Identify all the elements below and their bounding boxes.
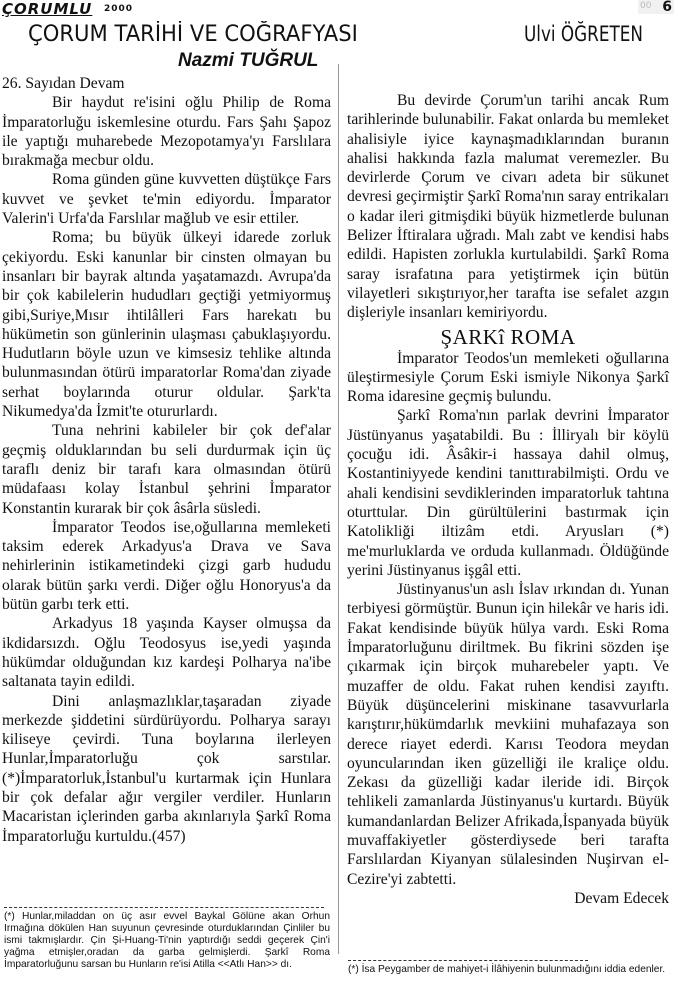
author-byline-right: Ulvi ÖĞRETEN: [524, 22, 643, 46]
paragraph: Tuna nehrini kabileler bir çok def'alar geçmiş olduklarından bu seli durdurmak için üç taraflı deniz bir tarafı kara olmasından ötürü müdafaası kolay İstanbul şehrini İmparator Konstantin kurarak bir çok âsârla süsledi.: [2, 422, 331, 517]
page-number: 6: [662, 0, 672, 15]
paragraph: İmparator Teodos'un memleketi oğullarına üleştirmesiyle Çorum Eski ismiyle Nikonya Şarkî Roma idaresine geçmiş bulundu.: [347, 349, 669, 406]
paragraph: Şarkî Roma'nın parlak devrini İmparator Jüstünyanus yaşatabildi. Bu : İlliryalı bir köylü çocuğu idi. Âsâkir-i hassaya dahil olmuş, Kostantiniyyede kendini tanıttırabilmişti. Ordu ve ahali kendisini sevdiklerinden imparatorluk tahtına oturttular. Din gürültülerini bastırmak için Katolikliği iltizâm etdi. Aryusları (*) me'murluklarda ve orduda kullanmadı. Öldüğünde yerini Jüstinyanus işgâl etti.: [347, 407, 669, 579]
newspaper-logo: ÇORUMLU: [2, 0, 93, 18]
paragraph: Bu devirde Çorum'un tarihi ancak Rum tarihlerinde bulunabilir. Fakat onlarda bu memleket ahalisiyle iyice kaynaşmadıklarından buranın ahalisi hakkında fazla malumat veremezler. Bu devirlerde Çorum ve civarı adeta bir sükunet devresi geçirmiştir Şarkî Roma'nın saray entrikaları o kadar ileri gitmişdiki büyük hizmetlerde bulunan Belizer İftiralara uğradı. Malı zabt ve kendisi habs edildi. Hapisten zorlukla kurtulabildi. Şarkî Roma saray israfatına para yetiştirmek için bütün vilayetleri sıkıştırıyor,her tarafta ise sefalet azgın dişleriyle insanları kemiriyordu.: [347, 92, 669, 322]
page-number-box: [638, 0, 674, 14]
column-divider: [338, 64, 339, 954]
continued-from-note: 26. Sayıdan Devam: [2, 75, 125, 92]
footnote-left: (*) Hunlar,miladdan on üç asır evvel Baykal Gölüne akan Orhun Irmağına dökülen Han suyunun çevresinde oturduklarından Çinliler bu ismi takmışlardır. Çin Şi-Huang-Ti'nin yaptırdığı seddi geçerek Çin'i yağma etmişler,oradan da garba gelmişlerdi. Şarkî Roma İmparatorluğunu sarsan bu Hunların re'isi Atilla <<Atlı Han>> dı.: [4, 911, 330, 970]
issue-year: 2000: [104, 4, 134, 14]
paragraph: İmparator Teodos ise,oğullarına memleketi taksim ederek Arkadyus'a Drava ve Sava nehirlerinin istikametindeki çizgi garb hududu olarak bütün şarkı verdi. Diğer oğlu Honoryus'a da bütün garbı terk etti.: [2, 518, 331, 614]
article-title: ÇORUM TARİHİ VE COĞRAFYASI: [28, 22, 358, 47]
section-subheading: ŞARKî ROMA: [440, 324, 576, 349]
page-header: [0, 0, 678, 18]
paragraph: Roma günden güne kuvvetten düştükçe Fars kuvvet ve şevket te'min ediyordu. İmparator Valerin'i Urfa'da Farslılar mağlub ve esir ettiler.: [2, 171, 331, 228]
paragraph: Arkadyus 18 yaşında Kayser olmuşsa da ikdidarsızdı. Oğlu Teodosyus ise,yedi yaşında hükümdar olduğundan kız kardeşi Polharya na'ibe saltanata tayin edildi.: [2, 615, 331, 691]
footnote-divider: [4, 907, 324, 908]
paragraph: Dini anlaşmazlıklar,taşaradan ziyade merkezde şiddetini sürdürüyordu. Polharya sarayı kiliseye çevirdi. Tuna boylarına ilerleyen Hunlar,İmparatorluğu çok sarstılar. (*)İmparatorluk,İstanbul'u kurtarmak için Hunlara bir çok defalar ağır vergiler verdiler. Hunların Macaristan içlerinden garba akınlarıyla Şarkî Roma İmparatorluğu kurtuldu.(457): [2, 692, 331, 845]
footnote-divider: [348, 960, 588, 961]
paragraph: Roma; bu büyük ülkeyi idarede zorluk çekiyordu. Eski kanunlar bir cinsten olmayan bu insanları bir bayrak altında yaşatamazdı. Avrupa'da bir çok kabilelerin hududları geçtiği yetmiyormuş gibi,Suriye,Mısır ihtilâlleri Fars harekatı bu hükümetin son günlerinin ulaşması çabuklaşıyordu. Hudutların böyle uzun ve kimsesiz tehlike altında bulunmasından ötürü imparatorlar Roma'dan ziyade serhat boylarında oturur oldular. Şark'ta Nikumedya'da İzmit'te otururlardı.: [2, 229, 331, 421]
left-column: [2, 74, 331, 846]
paragraph: Bir haydut re'isini oğlu Philip de Roma İmparatorluğu iskemlesine oturdu. Fars Şahı Şapoz ile yaptığı muharebede Mezopotamya'yı Farslılara bırakmağa mecbur oldu.: [2, 94, 331, 170]
page-number-prefix: 00: [640, 1, 652, 11]
author-byline-left: Nazmi TUĞRUL: [178, 50, 319, 71]
footnote-right: (*) İsa Peygamber de mahiyet-i İlâhiyenin bulunmadığını iddia edenler.: [348, 964, 666, 975]
to-be-continued: Devam Edecek: [574, 889, 669, 907]
paragraph: Jüstinyanus'un aslı İslav ırkından dı. Yunan terbiyesi görmüştür. Bunun için hilekâr ve haris idi. Fakat kendisinde büyük hülya vardı. Eski Roma İmparatorluğunu diriltmek. Bu fikrini sözden işe çıkarmak için birçok muharebeler yaptı. Ve muzaffer de oldu. Fakat ruhen kendisi zayıftı. Büyük düşüncelerini miskinane tasavvurlarla karıştırır,hükümdarlık mevkiini muhafazaya son derece riayet ederdi. Karısı Teodora meydan oyuncularından iken güzelliği ile kraliçe oldu. Zekası da güzelliği kadar ileride idi. Birçok tehlikeli zamanlarda Jüstinyanus'u kurtardı. Büyük kumandanlardan Belizer Afrikada,İspanyada büyük muvaffakiyetler gösterdiysede beri tarafta Farslılardan Kiyanyan sülalesinden Nuşirvan el-Cezire'yi zabtetti.: [347, 581, 669, 888]
right-column: [347, 91, 669, 908]
